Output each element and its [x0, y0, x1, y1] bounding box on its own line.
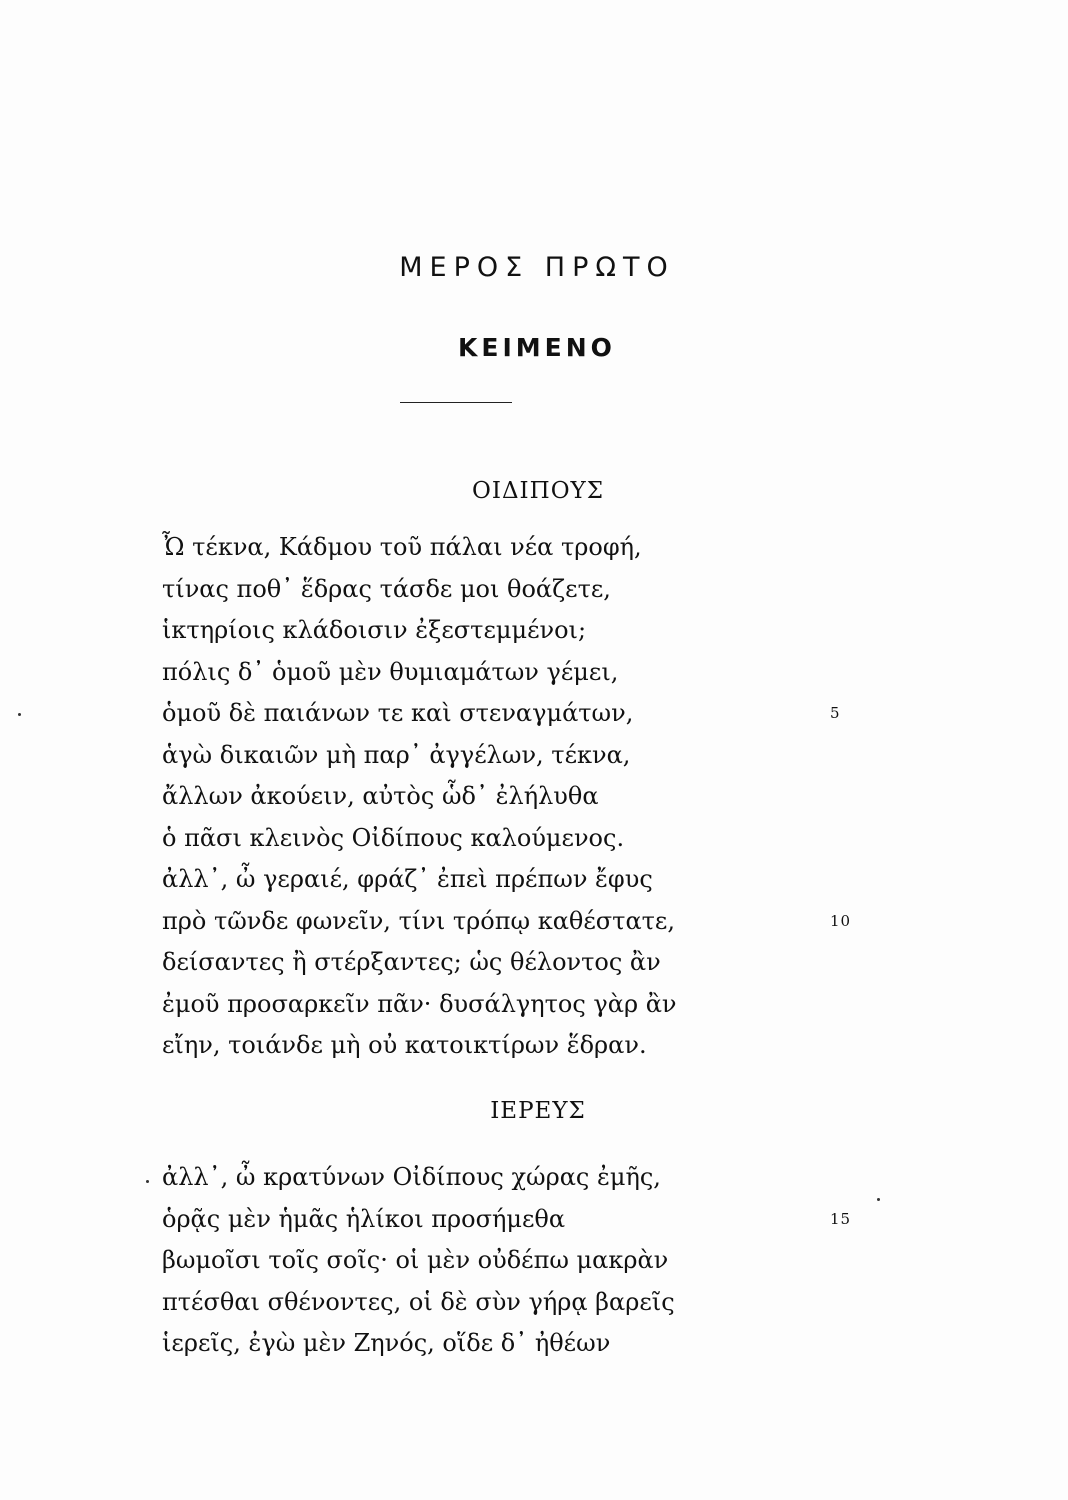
verse-text: πόλις δ᾽ ὁμοῦ μὲν θυμιαμάτων γέμει,	[162, 657, 619, 686]
verse-line	[162, 984, 862, 1026]
verse-line	[162, 901, 862, 943]
verse-text: ἱερεῖς, ἐγὼ μὲν Ζηνός, οἵδε δ᾽ ἠθέων	[162, 1329, 611, 1357]
verse-line	[162, 1240, 862, 1282]
print-speck	[877, 1198, 880, 1201]
verse-line	[162, 610, 862, 652]
verse-line	[162, 859, 862, 901]
verse-line	[162, 569, 862, 611]
verse-text: ὁ πᾶσι κλεινὸς Οἰδίπους καλούμενος.	[162, 823, 625, 852]
print-speck	[146, 1180, 149, 1183]
section-title: ΚΕΙΜΕΝΟ	[458, 333, 616, 362]
verse-line	[162, 1157, 862, 1199]
title-divider	[400, 402, 512, 403]
verse-text: ὁμοῦ δὲ παιάνων τε καὶ στεναγμάτων,	[162, 699, 634, 727]
verse-text: βωμοῖσι τοῖς σοῖς· οἱ μὲν οὐδέπω μακρὰν	[162, 1246, 669, 1274]
line-number: 5	[830, 704, 841, 722]
verse-text: ἁγὼ δικαιῶν μὴ παρ᾽ ἀγγέλων, τέκνα,	[162, 740, 631, 769]
verse-line	[162, 942, 862, 984]
verse-line	[162, 1025, 862, 1067]
speaker-name: ΟΙΔΙΠΟΥΣ	[472, 478, 604, 504]
verse-line	[162, 776, 862, 818]
verse-text: ἄλλων ἀκούειν, αὐτὸς ὧδ᾽ ἐλήλυθα	[162, 782, 599, 810]
verse-text: ἀλλ᾽, ὦ κρατύνων Οἰδίπους χώρας ἐμῆς,	[162, 1163, 661, 1191]
line-number: 15	[830, 1209, 852, 1228]
print-speck	[18, 713, 21, 716]
verse-text: πτέσθαι σθένοντες, οἱ δὲ σὺν γήρᾳ βαρεῖς	[162, 1287, 675, 1316]
verse-text: εἴην, τοιάνδε μὴ οὐ κατοικτίρων ἕδραν.	[162, 1031, 647, 1059]
verse-text: πρὸ τῶνδε φωνεῖν, τίνι τρόπῳ καθέστατε,	[162, 906, 675, 935]
verse-text: τίνας ποθ᾽ ἕδρας τάσδε μοι θοάζετε,	[162, 574, 611, 603]
verse-block	[162, 527, 862, 1067]
verse-text: Ὦ τέκνα, Κάδμου τοῦ πάλαι νέα τροφή,	[162, 533, 642, 561]
verse-line	[162, 735, 862, 777]
part-title: ΜΕΡΟΣ ΠΡΩΤΟ	[399, 252, 675, 283]
speaker-name: ΙΕΡΕΥΣ	[490, 1098, 586, 1124]
verse-text: ἐμοῦ προσαρκεῖν πᾶν· δυσάλγητος γὰρ ἂν	[162, 989, 677, 1018]
verse-line	[162, 1323, 862, 1365]
verse-line	[162, 1199, 862, 1241]
verse-line	[162, 1282, 862, 1324]
verse-text: ὁρᾷς μὲν ἡμᾶς ἡλίκοι προσήμεθα	[162, 1204, 566, 1233]
verse-block	[162, 1157, 862, 1365]
verse-line	[162, 818, 862, 860]
verse-text: ἱκτηρίοις κλάδοισιν ἐξεστεμμένοι;	[162, 616, 587, 644]
verse-text: ἀλλ᾽, ὦ γεραιέ, φράζ᾽ ἐπεὶ πρέπων ἔφυς	[162, 865, 653, 893]
verse-line	[162, 527, 862, 569]
verse-line	[162, 693, 862, 735]
line-number: 10	[830, 911, 852, 930]
verse-line	[162, 652, 862, 694]
verse-text: δείσαντες ἢ στέρξαντες; ὡς θέλοντος ἂν	[162, 948, 661, 976]
